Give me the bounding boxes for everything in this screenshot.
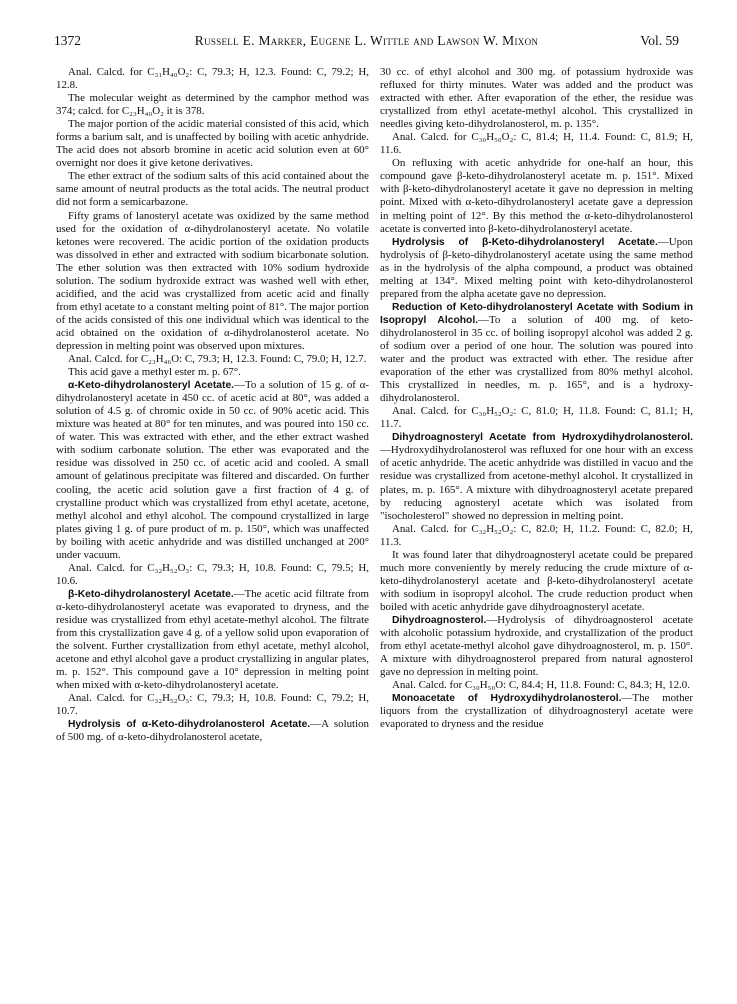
section-heading: Hydrolysis of α-Keto-dihydrolanosterol Acetate. [68,719,311,731]
paragraph [380,431,693,522]
section-heading: Dihydroagnosterol. [392,614,487,626]
paragraph-text: Anal. Calcd. for C₃₁H₄₀O₂: C, 79.3; H, 12.3. Found: C, 79.2; H, 12.8. [56,66,369,92]
paragraph-text: Anal. Calcd. for C₃₀H₅₂O₂: C, 81.0; H, 11.8. Found: C, 81.1; H, 11.7. [380,405,693,431]
paragraph [380,236,693,301]
paragraph [380,405,693,431]
paragraph-text: Anal. Calcd. for C₃₂H₅₂O₂: C, 82.0; H, 11.2. Found: C, 82.0; H, 11.3. [380,522,693,548]
paragraph [56,562,369,588]
section-heading: Hydrolysis of β-Keto-dihydrolanosteryl Acetate. [392,236,658,248]
paragraph [380,523,693,549]
paragraph-text: Anal. Calcd. for C₃₀H₅₀O: C, 84.4; H, 11.8. Found: C, 84.3; H, 12.0. [392,679,690,692]
paragraph-text: Anal. Calcd. for C₃₂H₅₂O₃: C, 79.3; H, 10.8. Found: C, 79.2; H, 10.7. [56,692,369,718]
paragraph-text: On refluxing with acetic anhydride for one-half an hour, this compound gave β-keto-dihydrolanosteryl acetate m. p. 151°. Mixed with β-keto-dihydrolanosteryl acetate it gave no depression in melting point. Mixed with α-keto-dihydrolanosteryl acetate gave a depression in melting point of 12°. By this method the α-keto-dihydrolanosterol acetate is converted into β-keto-dihydrolanosteryl acetate. [380,157,693,235]
paragraph [56,66,369,92]
paragraph-text: —Hydrolysis of dihydroagnosterol acetate with alcoholic potassium hydroxide, and crystallization of the product from ethyl acetate-methyl alcohol gave dihydroagnosterol, m. p. 150°. A mixture with dihydroagnosterol prepared from natural agnosterol gave no depression in melting point. [380,613,693,679]
paragraph [56,692,369,718]
paragraph [56,718,369,744]
right-column [380,66,693,731]
paragraph [56,170,369,209]
paragraph-text: —Hydroxydihydrolanosterol was refluxed for one hour with an excess of acetic anhydride. The acetic anhydride was distilled in vacuo and the residue was crystallized from acetone-methyl alcohol. It crystallized in plates, m. p. 165°. A mixture with dihydroagnosteryl acetate prepared by reducing agnosteryl acetate which was isolated from "isocholesterol" showed no depression in melting point. [380,444,693,522]
paragraph [380,66,693,131]
paragraph-text: Anal. Calcd. for C₂₃H₄₆O: C, 79.3; H, 12.3. Found: C, 79.0; H, 12.7. [68,353,367,366]
paragraph-text: —A solution of 500 mg. of α-keto-dihydrolanosterol acetate, [56,718,369,744]
paragraph-text: —The mother liquors from the crystallization of dihydroagnosteryl acetate were evaporated to dryness and the residue [380,692,693,731]
paragraph-text: 30 cc. of ethyl alcohol and 300 mg. of potassium hydroxide was refluxed for thirty minutes. Water was added and the product was extracted with ether. After evaporation of the ether, the residue was crystallized from ethyl acetate-methyl alcohol. This crystallized in needles giving keto-dihydrolanosterol, m. p. 135°. [380,66,693,131]
paragraph-text: The ether extract of the sodium salts of this acid contained about the same amount of neutral products as the total acids. The neutral product did not form a semicarbazone. [56,170,369,209]
paragraph [380,679,693,692]
paragraph [56,353,369,366]
section-heading: β-Keto-dihydrolanosteryl Acetate. [68,588,234,600]
paragraph [56,210,369,354]
page-number: 1372 [54,33,81,48]
paragraph-text: —Upon hydrolysis of β-keto-dihydrolanosteryl acetate using the same method as in the hydrolysis of the alpha compound, a product was obtained melting at 134°. Mixed melting point with keto-dihydrolanosterol prepared from the alpha acetate gave no depression. [380,235,693,300]
paragraph-text: The molecular weight as determined by the camphor method was 374; calcd. for C₂₃H₄₀O₂ it is 378. [56,92,369,118]
paragraph-text: The major portion of the acidic material consisted of this acid, which forms a barium salt, and is unaffected by boiling with acetic anhydride. The acid does not absorb bromine in acetic acid solution even at 60° overnight nor does it give ketone derivatives. [56,118,369,170]
section-heading: Monoacetate of Hydroxydihydrolanosterol. [392,693,622,705]
running-header [54,33,679,51]
paragraph-text: Anal. Calcd. for C₃₀H₅₀O₂: C, 81.4; H, 11.4. Found: C, 81.9; H, 11.6. [380,131,693,157]
paragraph-text: —To a solution of 400 mg. of keto-dihydrolanosterol in 35 cc. of boiling isopropyl alcohol was added 2 g. of sodium over a period of one hour. The solution was poured into water and the product was extracted with ether. The residue after evaporation of the ether was crystallized from 80% methyl alcohol. This crystallized in needles, m. p. 165°, and is a hydroxy-dihydrolanosterol. [380,313,693,405]
paragraph-text: It was found later that dihydroagnosteryl acetate could be prepared much more conveniently by merely reducing the crude mixture of α-keto-dihydrolanosteryl acetate and β-keto-dihydrolanosteryl acetate with sodium in isopropyl alcohol. The crude reduction product when boiled with acetic anhydride gave dihydroagnosteryl acetate. [380,548,693,613]
paragraph [380,301,693,405]
paragraph [380,692,693,731]
paragraph [56,366,369,379]
left-column [56,66,369,744]
paragraph [380,157,693,235]
paragraph-text: Anal. Calcd. for C₃₂H₅₂O₃: C, 79.3; H, 10.8. Found: C, 79.5; H, 10.6. [56,561,369,587]
section-heading: Dihydroagnosteryl Acetate from Hydroxydihydrolanosterol. [392,432,693,444]
paragraph [56,118,369,170]
paragraph [56,588,369,692]
paragraph [380,614,693,679]
paragraph [56,92,369,118]
paragraph-text: —The acetic acid filtrate from α-keto-dihydrolanosteryl acetate was evaporated to dryness, and the residue was crystallized from ethyl acetate-methyl alcohol. The filtrate from this crystallization gave 4 g. of a yellow solid upon evaporation of the solvent. Further crystallization from ethyl acetate, methyl alcohol, acetone and ethyl alcohol gave a product crystallizing in angular plates, m. p. 152°. This compound gave a 10° depression in melting point when mixed with α-keto-dihydrolanosteryl acetate. [56,587,369,692]
paragraph-text: This acid gave a methyl ester m. p. 67°. [68,366,241,379]
section-heading: α-Keto-dihydrolanosteryl Acetate. [68,380,235,392]
paragraph [380,549,693,614]
running-authors: Russell E. Marker, Eugene L. Wittle and Lawson W. Mixon [194,33,539,48]
paragraph [56,379,369,562]
paragraph [380,131,693,157]
paragraph-text: —To a solution of 15 g. of α-dihydrolanosteryl acetate in 450 cc. of acetic acid at 80°, was added a solution of 4.5 g. of chromic oxide in 50 cc. of 90% acetic acid. This mixture was heated at 80° for ten minutes, and was poured into 150 cc. of water. This was extracted with ether, and the ether extract washed with sodium carbonate solution. The ether was evaporated and the residue was dissolved in 250 cc. of acetic acid and cooled. A small amount of gelatinous precipitate was filtered and discarded. On further cooling, the acetic acid solution gave a first fraction of 4 g. of crystalline product which was crystallized from ethyl acetate, acetone, methyl alcohol and ethyl alcohol. The compound crystallized in large plates giving 1 g. of pure product of m. p. 150°, which was unaffected by boiling with acetic anhydride and was distilled unchanged at 200° under vacuum. [56,379,369,561]
section-heading: Reduction of Keto-dihydrolanosteryl Acetate with Sodium in Isopropyl Alcohol. [380,301,693,326]
paragraph-text: Fifty grams of lanosteryl acetate was oxidized by the same method used for the oxidation of α-dihydrolanosteryl acetate. No volatile ketones were recovered. The acidic portion of the oxidation products was dissolved in ether and extracted with sodium bicarbonate solution. The ether solution was then extracted with 10% sodium hydroxide solution. The sodium hydroxide extract was washed well with ether, acidified, and the acid was crystallized from acetic acid and finally from ethyl acetate to a constant melting point of 81°. The major portion of the acids consisted of this one individual which was identical to the acid obtained on the oxidation of α-dihydrolanosterol acetate. No depression in melting point was observed upon mixtures. [56,209,369,352]
volume-label: Vol. 59 [640,33,679,48]
